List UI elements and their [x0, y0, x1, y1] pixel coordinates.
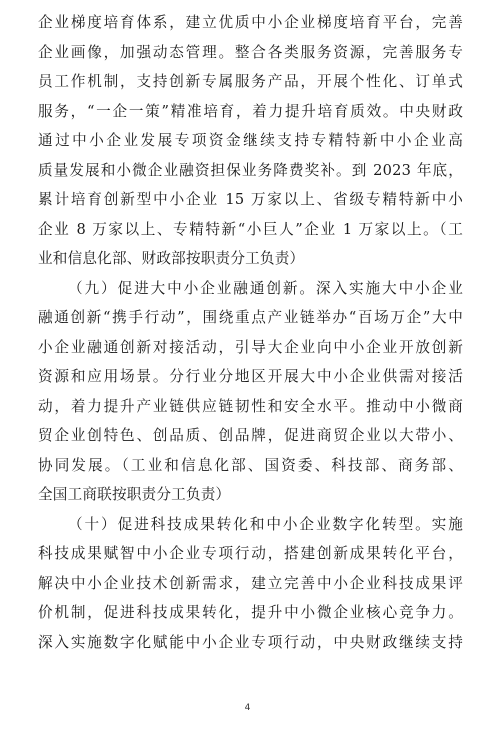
text-line: 资源和应用场景。分行业分地区开展大中小企业供需对接活 — [38, 368, 463, 385]
page-number: 4 — [244, 703, 251, 713]
text-line: 企业 8 万家以上、专精特新“小巨人”企业 1 万家以上。（工 — [38, 220, 463, 238]
text-line: 全国工商联按职责分工负责） — [38, 486, 231, 503]
text-line: 贸企业创特色、创品质、创品牌，促进商贸企业以大带小、 — [38, 427, 463, 444]
text-line: 企业梯度培育体系，建立优质中小企业梯度培育平台，完善 — [38, 14, 463, 31]
text-line: 员工作机制，支持创新专属服务产品，开展个性化、订单式 — [38, 73, 463, 90]
text-line: 小企业融通创新对接活动，引导大企业向中小企业开放创新 — [38, 338, 463, 356]
text-line: 融通创新“携手行动”，围绕重点产业链举办“百场万企”大中 — [38, 309, 463, 326]
text-line: 协同发展。（工业和信息化部、国资委、科技部、商务部、 — [38, 456, 463, 474]
text-line: 企业画像，加强动态管理。整合各类服务资源，完善服务专 — [38, 43, 463, 61]
text-line: 业和信息化部、财政部按职责分工负责） — [38, 250, 305, 267]
text-line: 价机制，促进科技成果转化，提升中小微企业核心竞争力。 — [38, 604, 463, 621]
text-line: 深入实施数字化赋能中小企业专项行动，中央财政继续支持 — [38, 633, 463, 651]
text-line: 通过中小企业发展专项资金继续支持专精特新中小企业高 — [38, 132, 463, 149]
text-line: 质量发展和小微企业融资担保业务降费奖补。到 2023 年底， — [38, 161, 463, 179]
text-line: 服务，“一企一策”精准培育，着力提升培育质效。中央财政 — [38, 102, 463, 120]
text-line: 解决中小企业技术创新需求，建立完善中小企业科技成果评 — [38, 574, 463, 592]
text-line: 累计培育创新型中小企业 15 万家以上、省级专精特新中小 — [38, 191, 463, 208]
text-line: （九）促进大中小企业融通创新。深入实施大中小企业 — [68, 279, 463, 297]
text-line: （十）促进科技成果转化和中小企业数字化转型。实施 — [68, 515, 463, 533]
document-body — [38, 8, 463, 657]
text-line: 动，着力提升产业链供应链韧性和安全水平。推动中小微商 — [38, 397, 463, 415]
text-line: 科技成果赋智中小企业专项行动，搭建创新成果转化平台， — [38, 545, 463, 562]
